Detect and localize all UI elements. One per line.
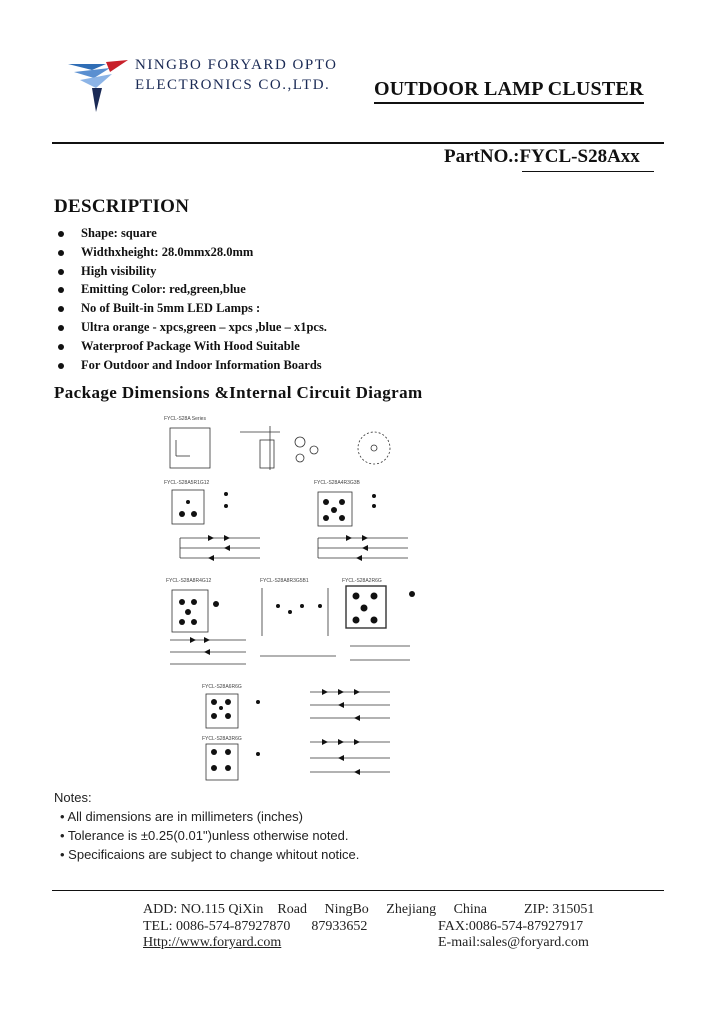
- list-item-text: Shape: square: [81, 226, 157, 240]
- part-number: FYCL-S28Axx: [519, 146, 640, 167]
- header-divider: [52, 142, 664, 144]
- list-item-text: For Outdoor and Indoor Information Boards: [81, 357, 322, 372]
- footer-fax: FAX:0086-574-87927917: [438, 919, 584, 934]
- series-label: FYCL-S28A8R3G5B1: [260, 578, 309, 584]
- list-item: [58, 339, 327, 358]
- package-circuit-diagram: [150, 410, 450, 784]
- list-item-text: Emitting Color: red,green,blue: [81, 282, 246, 297]
- list-item: [58, 264, 327, 283]
- company-name: [135, 55, 337, 95]
- list-item-text: Widthxheight: 28.0mmx28.0mm: [81, 244, 254, 259]
- description-heading: DESCRIPTION: [54, 196, 190, 217]
- footer-zip: ZIP: 315051: [524, 902, 595, 917]
- bullet-icon: [58, 325, 64, 331]
- list-item: [58, 245, 327, 264]
- note-item: • All dimensions are in millimeters (inches): [60, 809, 303, 824]
- notes-section: [54, 788, 359, 864]
- list-item: [58, 358, 327, 377]
- footer-website-link[interactable]: Http://www.foryard.com: [143, 935, 282, 950]
- company-logo-icon: [66, 58, 130, 114]
- series-label: FYCL-S28A4R3G3B: [314, 480, 360, 486]
- note-item: • Tolerance is ±0.25(0.01")unless otherwise noted.: [60, 828, 349, 843]
- series-label: FYCL-S28A2R6G: [342, 578, 382, 584]
- bullet-icon: [58, 306, 64, 312]
- company-name-line1: NINGBO FORYARD OPTO: [135, 57, 338, 73]
- notes-heading: Notes:: [54, 790, 92, 805]
- series-label: FYCL-S28A3R6G: [202, 736, 242, 742]
- package-heading: Package Dimensions &Internal Circuit Diagram: [54, 383, 423, 402]
- document-title: OUTDOOR LAMP CLUSTER: [374, 78, 644, 104]
- series-label: FYCL-S28A6R6G: [202, 684, 242, 690]
- series-label: FYCL-S28A Series: [164, 416, 206, 422]
- series-label: FYCL-S28A5R1G12: [164, 480, 210, 486]
- list-item: [58, 301, 327, 320]
- bullet-icon: [58, 287, 64, 293]
- list-item-text: High visibility: [81, 263, 157, 278]
- list-item: [58, 226, 327, 245]
- bullet-icon: [58, 269, 64, 275]
- bullet-icon: [58, 250, 64, 256]
- bullet-icon: [58, 231, 64, 237]
- bullet-icon: [58, 344, 64, 350]
- list-item-text: No of Built-in 5mm LED Lamps :: [81, 301, 261, 316]
- footer-tel: TEL: 0086-574-87927870 87933652: [143, 919, 368, 934]
- note-item: • Specificaions are subject to change whitout notice.: [60, 847, 360, 862]
- bullet-icon: [58, 363, 64, 369]
- part-number-underline: [522, 171, 654, 172]
- footer-address: ADD: NO.115 QiXin Road NingBo Zhejiang China: [143, 902, 488, 917]
- list-item-text: Waterproof Package With Hood Suitable: [81, 338, 300, 353]
- company-name-line2: ELECTRONICS CO.,LTD.: [135, 77, 331, 93]
- list-item: [58, 320, 327, 339]
- series-label: FYCL-S28A8R4G12: [166, 578, 212, 584]
- part-label: PartNO.:: [444, 146, 520, 167]
- list-item-text: Ultra orange - xpcs,green – xpcs ,blue – x1pcs.: [81, 319, 327, 334]
- description-list: [58, 226, 327, 376]
- part-number-label: [444, 146, 640, 168]
- footer-divider: [52, 890, 664, 891]
- footer-email: E-mail:sales@foryard.com: [438, 935, 589, 950]
- list-item: [58, 282, 327, 301]
